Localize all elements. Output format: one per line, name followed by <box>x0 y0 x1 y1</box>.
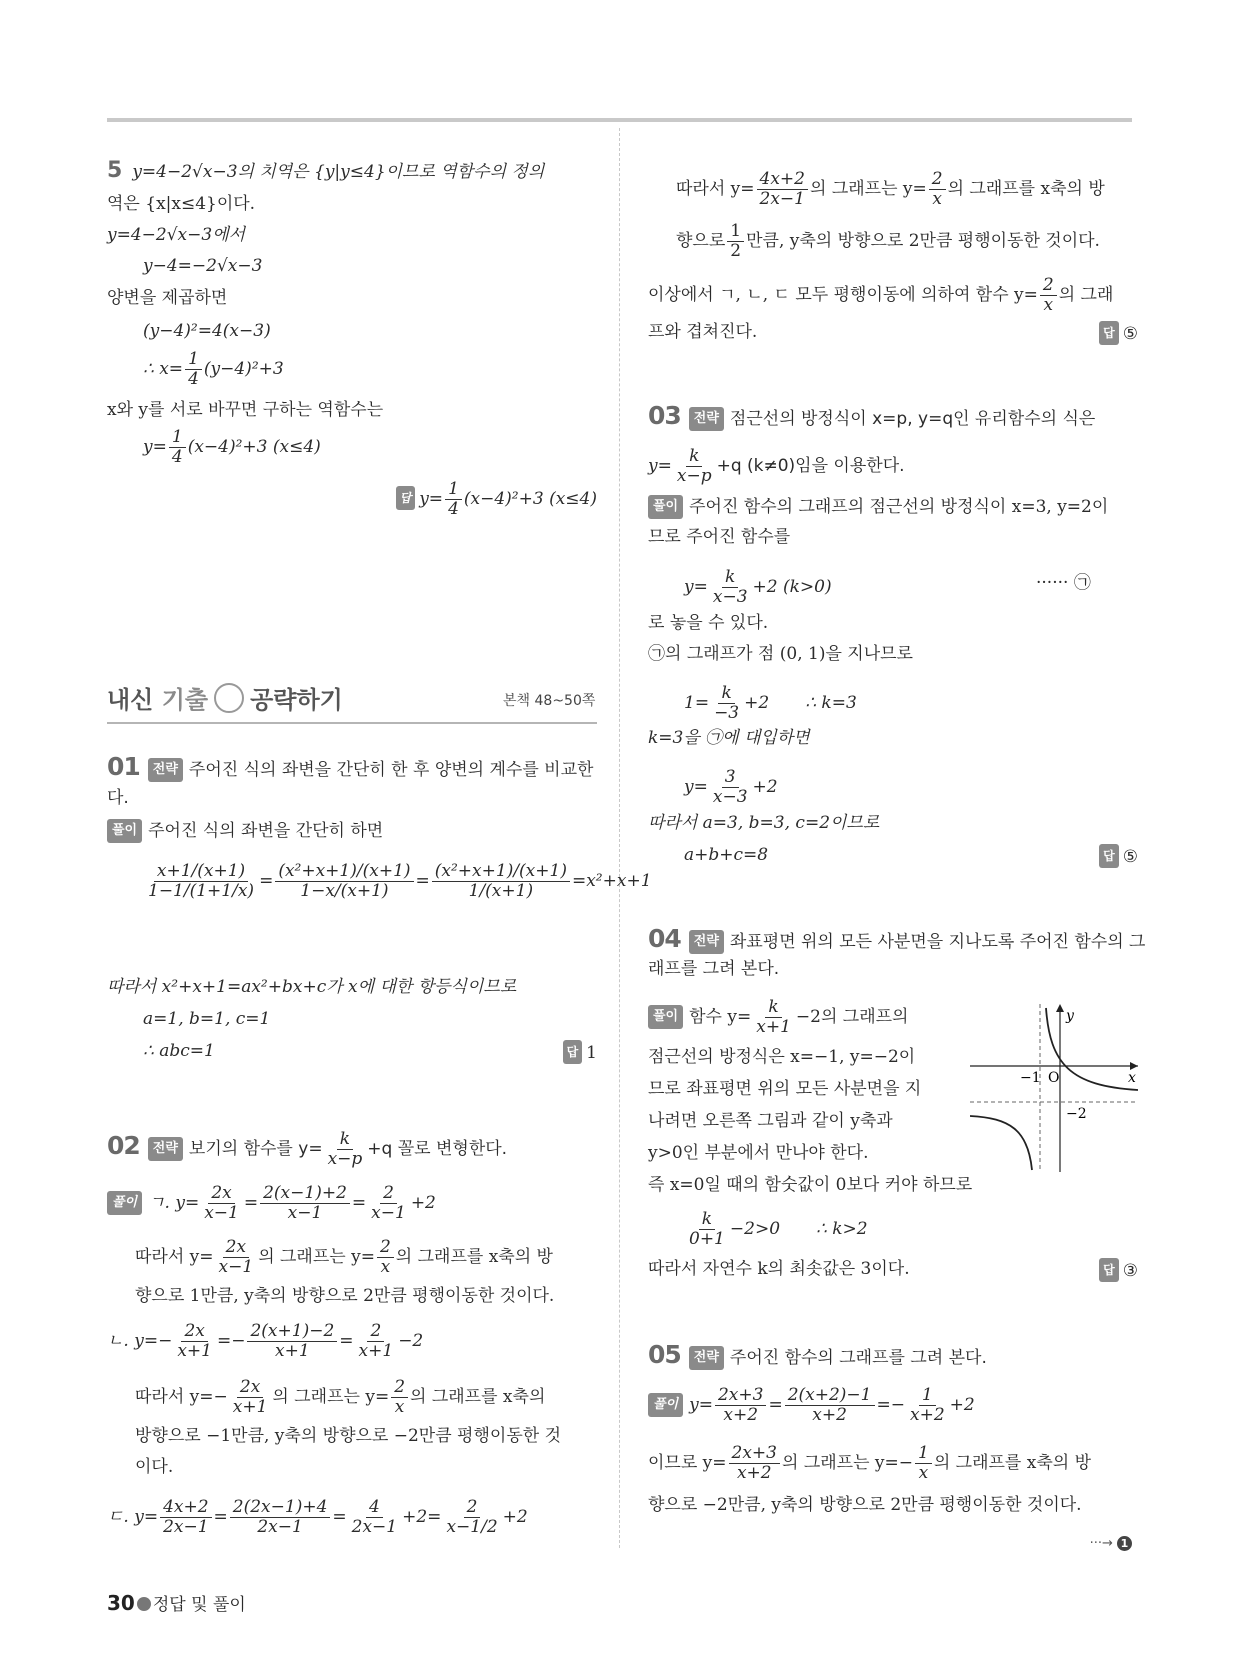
graph-x-label: x <box>1128 1070 1136 1086</box>
graph-y-label: y <box>1066 1008 1074 1024</box>
graph-neg1-label: −1 <box>1020 1070 1041 1086</box>
answer: 답 ③ <box>1099 1258 1138 1282</box>
top-rule <box>107 118 1132 122</box>
answer: 답 ⑤ <box>1099 844 1138 868</box>
problem-number: 5 <box>107 158 123 183</box>
footer-dot-icon <box>137 1597 151 1611</box>
answer: 답 y= $\frac{1}{4}$ (x−4)²+3 (x≤4) <box>396 480 597 519</box>
graph-origin-label: O <box>1048 1070 1060 1086</box>
column-divider <box>619 128 620 1548</box>
compound-fraction: $\frac{x+1/(x+1)}{1-1/(1+1/x)}$ = $\frac{\text{(x²+x+1)/(x+1)}}{1-x/(x+1)}$ = $\frac{\text{(x²+x+1)/(x+1)}}{1/(x+1)}$ =x²+x+1 <box>148 861 652 901</box>
section-title: 내신 기출 공략하기 <box>107 680 343 715</box>
hyperbola-graph <box>970 1004 1138 1172</box>
answer: 답 ⑤ <box>1099 321 1138 345</box>
continue-marker: ···→ 1 <box>1090 1536 1132 1551</box>
section-reference: 본책 48~50쪽 <box>503 693 596 709</box>
section-rule <box>107 722 597 724</box>
page-number: 30 <box>107 1591 135 1615</box>
pencil-badge-icon <box>214 683 244 713</box>
graph-neg2-label: −2 <box>1066 1106 1087 1122</box>
answer: 답 1 <box>563 1040 597 1064</box>
page-footer <box>107 1590 246 1615</box>
footer-label: 정답 및 풀이 <box>152 1595 246 1615</box>
